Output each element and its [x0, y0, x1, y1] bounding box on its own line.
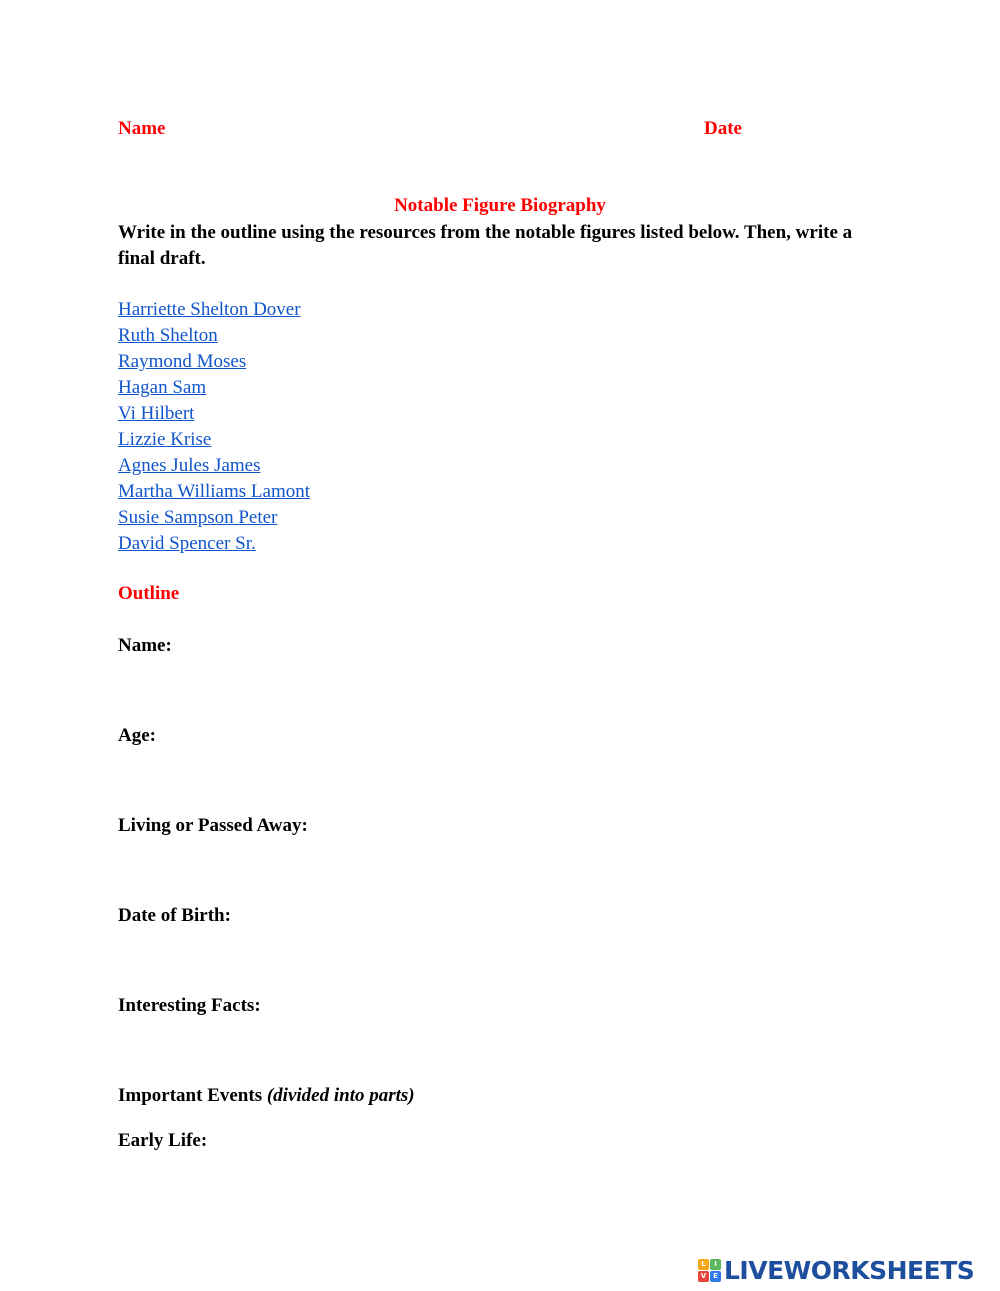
instructions: Write in the outline using the resources from the notable figures listed below. Then, write a final draft. — [118, 222, 853, 269]
figure-link-agnes-jules-james[interactable]: Agnes Jules James — [118, 455, 261, 476]
figure-link-list — [118, 297, 310, 557]
outline-early-life-label: Early Life: — [118, 1130, 208, 1151]
list-item — [118, 453, 310, 479]
figure-link-ruth-shelton[interactable]: Ruth Shelton — [118, 325, 218, 346]
logo-letter-e: E — [710, 1271, 721, 1282]
list-item — [118, 349, 310, 375]
logo-letter-v: V — [698, 1271, 709, 1282]
list-item — [118, 323, 310, 349]
list-item — [118, 427, 310, 453]
events-label-text: Important Events — [118, 1085, 263, 1106]
figure-link-raymond-moses[interactable]: Raymond Moses — [118, 351, 247, 372]
list-item — [118, 401, 310, 427]
outline-heading: Outline — [118, 583, 180, 604]
logo-mark-icon — [698, 1259, 721, 1282]
events-note: (divided into parts) — [266, 1085, 415, 1106]
logo-letter-i: I — [710, 1259, 721, 1270]
figure-link-vi-hilbert[interactable]: Vi Hilbert — [118, 403, 195, 424]
list-item — [118, 505, 310, 531]
list-item — [118, 531, 310, 557]
logo-letter-l: L — [698, 1259, 709, 1270]
figure-link-lizzie-krise[interactable]: Lizzie Krise — [118, 429, 212, 450]
outline-facts-label: Interesting Facts: — [118, 995, 261, 1016]
logo-text: LIVEWORKSHEETS — [724, 1255, 975, 1285]
outline-living-label: Living or Passed Away: — [118, 815, 308, 836]
figure-link-hagan-sam[interactable]: Hagan Sam — [118, 377, 207, 398]
liveworksheets-logo — [698, 1255, 974, 1285]
outline-name-label: Name: — [118, 635, 172, 656]
figure-link-martha-williams-lamont[interactable]: Martha Williams Lamont — [118, 481, 311, 502]
figure-link-susie-sampson-peter[interactable]: Susie Sampson Peter — [118, 507, 278, 528]
outline-dob-label: Date of Birth: — [118, 905, 231, 926]
figure-link-david-spencer-sr[interactable]: David Spencer Sr. — [118, 533, 256, 554]
list-item — [118, 375, 310, 401]
outline-events-label — [118, 1085, 415, 1107]
outline-age-label: Age: — [118, 725, 156, 746]
name-label: Name — [118, 118, 166, 139]
page-title: Notable Figure Biography — [394, 195, 606, 216]
figure-link-harriette-shelton-dover[interactable]: Harriette Shelton Dover — [118, 299, 301, 320]
date-label: Date — [704, 118, 742, 139]
list-item — [118, 479, 310, 505]
list-item — [118, 297, 310, 323]
